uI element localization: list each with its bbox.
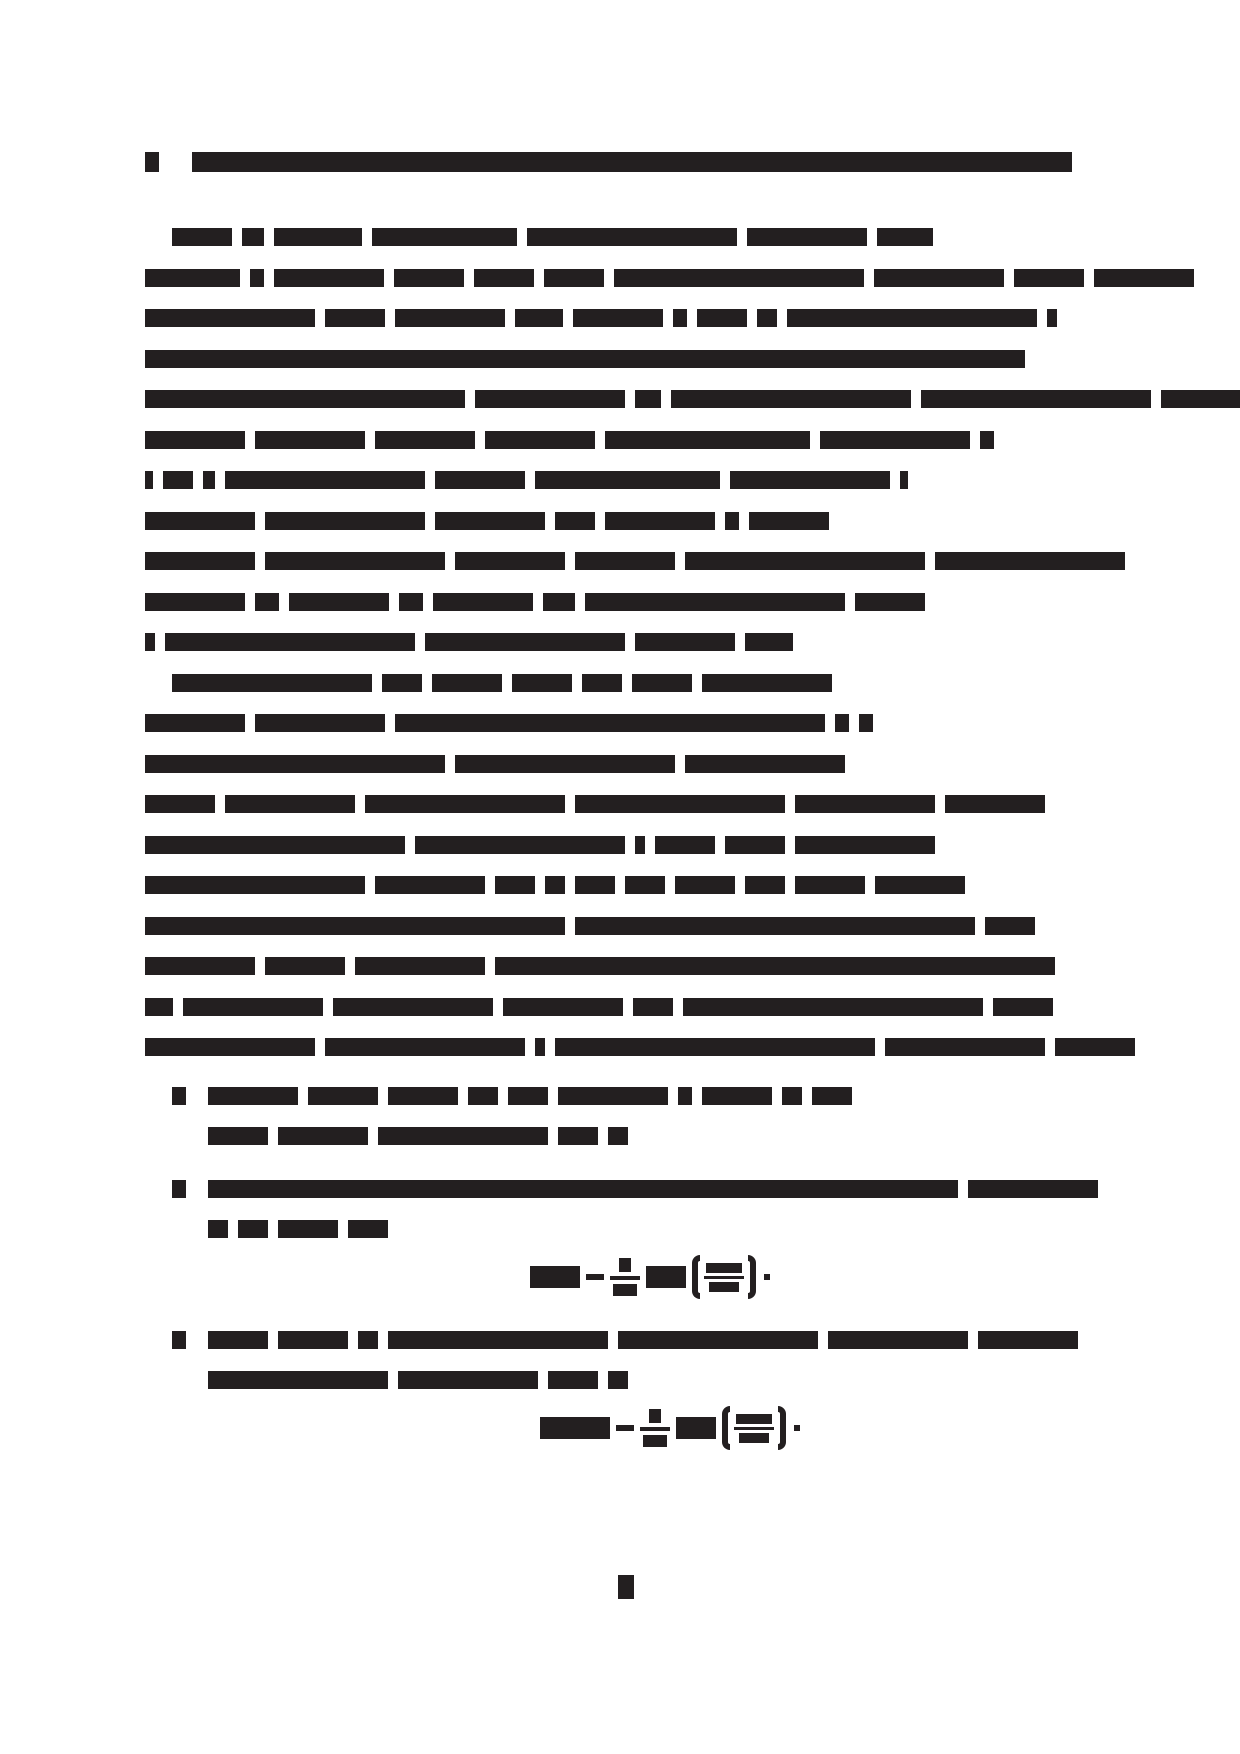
redacted-text-block [225, 795, 355, 813]
redacted-text-block [1014, 269, 1084, 287]
redacted-text-block [278, 1331, 348, 1349]
redacted-text-block [795, 795, 935, 813]
paragraph-2-line [145, 789, 1055, 813]
redacted-text-block [425, 633, 625, 651]
redacted-text-block [1055, 1038, 1135, 1056]
redacted-text-block [172, 1331, 186, 1349]
redacted-text-block [145, 390, 465, 408]
redacted-text-block [265, 552, 445, 570]
equation-period [764, 1274, 770, 1280]
redacted-text-block [683, 998, 983, 1016]
redacted-text-block [388, 1331, 608, 1349]
redacted-text-block [203, 471, 215, 489]
redacted-text-block [145, 431, 245, 449]
redacted-text-block [394, 269, 464, 287]
redacted-text-block [375, 431, 475, 449]
redacted-text-block [820, 431, 970, 449]
redacted-text-block [745, 876, 785, 894]
equation-lhs [530, 1266, 580, 1288]
redacted-text-block [633, 998, 673, 1016]
redacted-text-block [242, 228, 264, 246]
equation-period [794, 1425, 800, 1431]
redacted-text-block [145, 998, 173, 1016]
redacted-text-block [515, 309, 563, 327]
redacted-text-block [495, 876, 535, 894]
redacted-text-block [875, 876, 965, 894]
redacted-text-block [145, 755, 445, 773]
redacted-text-block [795, 836, 935, 854]
redacted-text-block [859, 714, 873, 732]
redacted-text-block [278, 1220, 338, 1238]
redacted-text-block [985, 917, 1035, 935]
paragraph-1-line [145, 303, 1067, 327]
redacted-text-block [145, 1038, 315, 1056]
paragraph-1-line [145, 506, 839, 530]
redacted-text-block [575, 917, 975, 935]
page-number [618, 1575, 634, 1599]
redacted-text-block [398, 1371, 538, 1389]
redacted-text-block [535, 471, 720, 489]
redacted-text-block [208, 1371, 388, 1389]
redacted-text-block [225, 471, 425, 489]
redacted-text-block [608, 1127, 628, 1145]
paragraph-1-line [145, 344, 1035, 368]
redacted-text-block [145, 795, 215, 813]
redacted-text-block [378, 1127, 548, 1145]
redacted-text-block [885, 1038, 1045, 1056]
paragraph-1-line [145, 587, 935, 611]
redacted-text-block [435, 512, 545, 530]
paragraph-2-line [145, 749, 855, 773]
redacted-text-block [399, 593, 423, 611]
list-item-marker [172, 1081, 196, 1105]
redacted-text-block [165, 633, 415, 651]
redacted-text-block [535, 1038, 545, 1056]
redacted-text-block [145, 552, 255, 570]
redacted-text-block [274, 269, 384, 287]
redacted-text-block [575, 552, 675, 570]
redacted-text-block [455, 552, 565, 570]
redacted-text-block [512, 674, 572, 692]
section-number [145, 148, 169, 172]
redacted-text-block [608, 1371, 628, 1389]
redacted-text-block [274, 228, 362, 246]
paragraph-2-line [145, 1032, 1145, 1056]
redacted-text-block [605, 512, 715, 530]
redacted-text-block [265, 512, 425, 530]
redacted-text-block [172, 1087, 186, 1105]
redacted-text-block [697, 309, 747, 327]
redacted-text-block [978, 1331, 1078, 1349]
redacted-text-block [208, 1087, 298, 1105]
paragraph-2-line [145, 951, 1065, 975]
redacted-text-block [145, 836, 405, 854]
redacted-text-block [745, 633, 793, 651]
equation-fraction [610, 1258, 640, 1296]
left-paren [692, 1255, 700, 1299]
redacted-text-block [145, 917, 565, 935]
redacted-text-block [673, 309, 687, 327]
redacted-text-block [388, 1087, 458, 1105]
redacted-text-block [145, 876, 365, 894]
redacted-text-block [265, 957, 345, 975]
redacted-text-block [255, 714, 385, 732]
display-equation [540, 1398, 800, 1458]
redacted-text-block [375, 876, 485, 894]
redacted-text-block [250, 269, 264, 287]
equation-operator [616, 1425, 634, 1431]
redacted-text-block [145, 350, 1025, 368]
right-paren [748, 1255, 756, 1299]
redacted-text-block [1047, 309, 1057, 327]
paragraph-2-line [172, 668, 842, 692]
redacted-text-block [527, 228, 737, 246]
equation-function [646, 1266, 686, 1288]
paragraph-1-line [145, 546, 1135, 570]
redacted-text-block [993, 998, 1053, 1016]
redacted-text-block [475, 390, 625, 408]
paragraph-1-line [145, 627, 803, 651]
redacted-text-block [812, 1087, 852, 1105]
redacted-text-block [900, 471, 908, 489]
paragraph-1-line [172, 222, 943, 246]
list-item-2-line [208, 1174, 1108, 1198]
redacted-text-block [333, 998, 493, 1016]
equation-inner-fraction [734, 1414, 774, 1443]
redacted-text-block [455, 755, 675, 773]
redacted-text-block [145, 309, 315, 327]
redacted-text-block [968, 1180, 1098, 1198]
redacted-text-block [145, 593, 245, 611]
redacted-text-block [685, 755, 845, 773]
equation-operator [586, 1274, 604, 1280]
section-title [192, 148, 1082, 172]
redacted-text-block [503, 998, 623, 1016]
redacted-text-block [747, 228, 867, 246]
redacted-text-block [255, 593, 279, 611]
paragraph-1-line [145, 263, 1204, 287]
redacted-text-block [255, 431, 365, 449]
redacted-text-block [415, 836, 625, 854]
paragraph-2-line [145, 830, 945, 854]
redacted-text-block [308, 1087, 378, 1105]
list-item-marker [172, 1174, 196, 1198]
redacted-text-block [582, 674, 622, 692]
redacted-text-block [558, 1087, 668, 1105]
redacted-text-block [635, 390, 661, 408]
redacted-text-block [730, 471, 890, 489]
redacted-text-block [980, 431, 994, 449]
redacted-text-block [495, 957, 1055, 975]
redacted-text-block [555, 1038, 875, 1056]
redacted-text-block [355, 957, 485, 975]
redacted-text-block [382, 674, 422, 692]
equation-inner-fraction [704, 1263, 744, 1292]
redacted-text-block [543, 593, 575, 611]
redacted-text-block [725, 836, 785, 854]
redacted-text-block [625, 876, 665, 894]
paragraph-1-line [145, 384, 1240, 408]
list-item-3-line [208, 1325, 1088, 1349]
redacted-text-block [618, 1331, 818, 1349]
paragraph-2-line [145, 911, 1045, 935]
left-paren [722, 1406, 730, 1450]
redacted-text-block [555, 512, 595, 530]
redacted-text-block [508, 1087, 548, 1105]
redacted-text-block [432, 674, 502, 692]
list-item-1-line [208, 1081, 862, 1105]
equation-fraction [640, 1409, 670, 1447]
redacted-text-block [655, 836, 715, 854]
redacted-text-block [145, 471, 153, 489]
paragraph-1-line [145, 425, 1004, 449]
redacted-text-block [435, 471, 525, 489]
redacted-text-block [238, 1220, 268, 1238]
redacted-text-block [749, 512, 829, 530]
redacted-text-block [632, 674, 692, 692]
redacted-text-block [289, 593, 389, 611]
redacted-text-block [545, 876, 565, 894]
redacted-text-block [782, 1087, 802, 1105]
redacted-text-block [145, 269, 240, 287]
redacted-text-block [468, 1087, 498, 1105]
redacted-text-block [183, 998, 323, 1016]
redacted-text-block [395, 714, 825, 732]
redacted-text-block [325, 1038, 525, 1056]
redacted-text-block [208, 1127, 268, 1145]
redacted-text-block [395, 309, 505, 327]
redacted-text-block [325, 309, 385, 327]
redacted-text-block [635, 836, 645, 854]
redacted-text-block [172, 228, 232, 246]
redacted-text-block [278, 1127, 368, 1145]
redacted-text-block [671, 390, 911, 408]
redacted-text-block [585, 593, 845, 611]
redacted-text-block [828, 1331, 968, 1349]
paragraph-2-line [145, 992, 1063, 1016]
redacted-text-block [725, 512, 739, 530]
redacted-text-block [702, 674, 832, 692]
redacted-text-block [702, 1087, 772, 1105]
redacted-text-block [145, 512, 255, 530]
redacted-text-block [757, 309, 777, 327]
redacted-text-block [921, 390, 1151, 408]
redacted-text-block [945, 795, 1045, 813]
paragraph-1-line [145, 465, 918, 489]
equation-function [676, 1417, 716, 1439]
redacted-text-block [548, 1371, 598, 1389]
redacted-text-block [605, 431, 810, 449]
redacted-text-block [573, 309, 663, 327]
list-item-1-line [208, 1121, 638, 1145]
redacted-text-block [172, 1180, 186, 1198]
redacted-text-block [787, 309, 1037, 327]
redacted-text-block [558, 1127, 598, 1145]
display-equation [530, 1247, 770, 1307]
equation-lhs [540, 1417, 610, 1439]
redacted-text-block [433, 593, 533, 611]
redacted-text-block [795, 876, 865, 894]
redacted-text-block [614, 269, 864, 287]
redacted-text-block [365, 795, 565, 813]
redacted-text-block [145, 714, 245, 732]
redacted-text-block [835, 714, 849, 732]
redacted-text-block [145, 152, 159, 172]
redacted-text-block [485, 431, 595, 449]
right-paren [778, 1406, 786, 1450]
redacted-text-block [877, 228, 933, 246]
redacted-text-block [874, 269, 1004, 287]
list-item-marker [172, 1325, 196, 1349]
paragraph-2-line [145, 708, 883, 732]
redacted-text-block [348, 1220, 388, 1238]
redacted-text-block [1094, 269, 1194, 287]
redacted-text-block [678, 1087, 692, 1105]
paragraph-2-line [145, 870, 975, 894]
list-item-2-line [208, 1214, 398, 1238]
redacted-text-block [358, 1331, 378, 1349]
redacted-text-block [372, 228, 517, 246]
redacted-text-block [575, 876, 615, 894]
redacted-text-block [474, 269, 534, 287]
redacted-text-block [575, 795, 785, 813]
redacted-text-block [1161, 390, 1240, 408]
redacted-text-block [635, 633, 735, 651]
redacted-text-block [208, 1180, 958, 1198]
redacted-text-block [172, 674, 372, 692]
redacted-text-block [192, 152, 1072, 172]
redacted-text-block [685, 552, 925, 570]
redacted-text-block [544, 269, 604, 287]
redacted-text-block [145, 633, 155, 651]
redacted-text-block [208, 1331, 268, 1349]
redacted-text-block [163, 471, 193, 489]
redacted-text-block [675, 876, 735, 894]
redacted-text-block [208, 1220, 228, 1238]
redacted-text-block [145, 957, 255, 975]
redacted-text-block [855, 593, 925, 611]
redacted-text-block [935, 552, 1125, 570]
list-item-3-line [208, 1365, 638, 1389]
